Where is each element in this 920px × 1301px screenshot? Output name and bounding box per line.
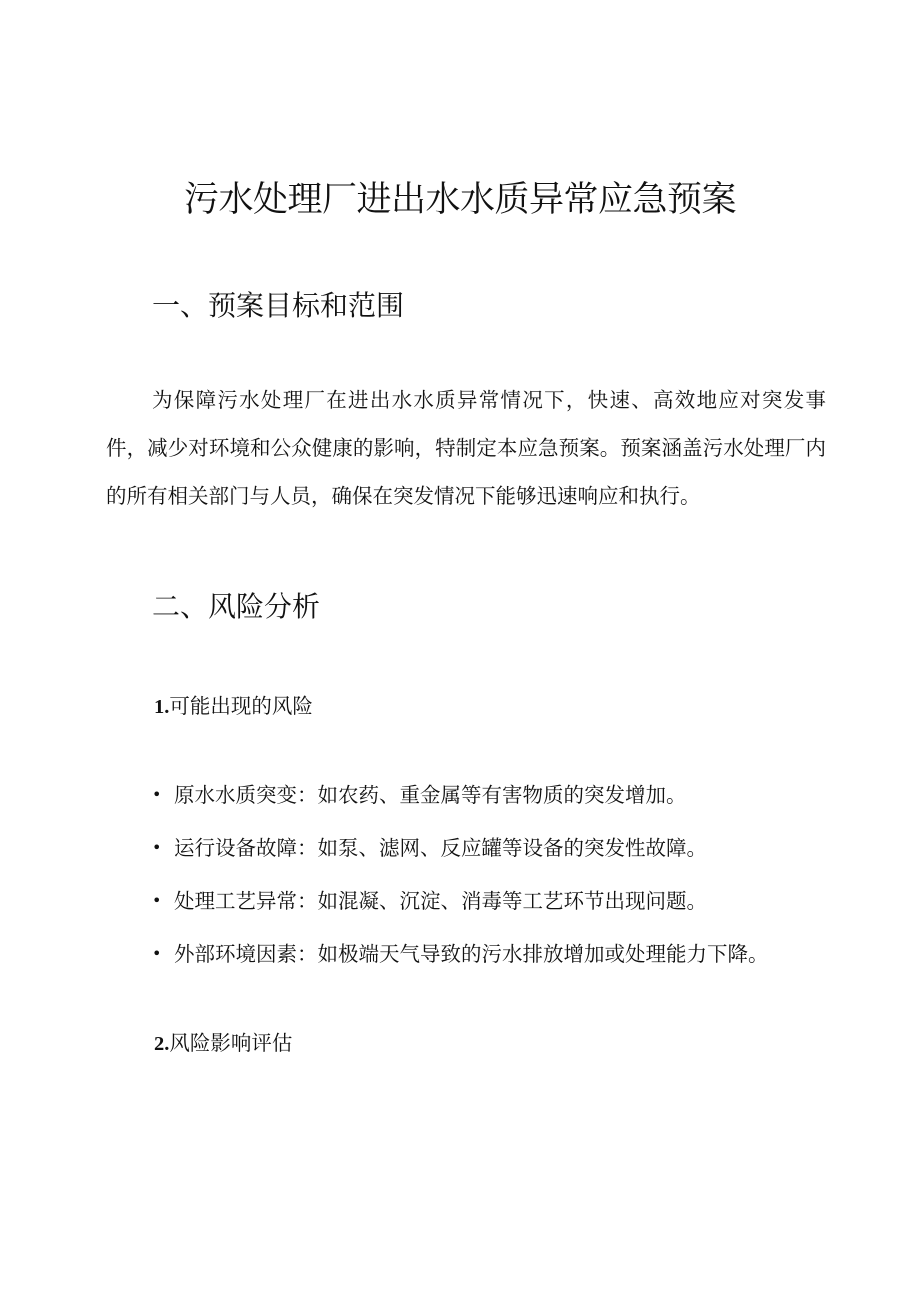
section-heading-goals-scope: 一、预案目标和范围 [152, 289, 405, 322]
risk-list [150, 770, 769, 982]
subsection-label: 风险影响评估 [169, 1031, 293, 1055]
subsection-label: 可能出现的风险 [169, 694, 313, 718]
list-item [150, 929, 769, 982]
bullet-icon: • [152, 838, 162, 857]
list-item-text: 原水水质突变：如农药、重金属等有害物质的突发增加。 [174, 783, 687, 807]
list-item [150, 770, 769, 823]
list-item [150, 876, 769, 929]
list-item-text: 运行设备故障：如泵、滤网、反应罐等设备的突发性故障。 [174, 836, 707, 860]
document-title: 污水处理厂进出水水质异常应急预案 [183, 180, 736, 220]
list-item [150, 823, 769, 876]
bullet-icon: • [152, 944, 162, 963]
subsection-heading-possible-risks [154, 688, 313, 725]
subsection-number: 1. [154, 696, 170, 718]
bullet-icon: • [152, 891, 162, 910]
subsection-heading-risk-impact [154, 1025, 292, 1062]
subsection-number: 2. [154, 1033, 170, 1055]
section-heading-risk-analysis: 二、风险分析 [152, 590, 321, 623]
section-paragraph-goals-scope: 为保障污水处理厂在进出水水质异常情况下，快速、高效地应对突发事件，减少对环境和公众健康的影响，特制定本应急预案。预案涵盖污水处理厂内的所有相关部门与人员，确保在突发情况下能够迅速响应和执行。 [106, 388, 826, 508]
list-item-text: 外部环境因素：如极端天气导致的污水排放增加或处理能力下降。 [174, 942, 769, 966]
bullet-icon: • [152, 785, 162, 804]
list-item-text: 处理工艺异常：如混凝、沉淀、消毒等工艺环节出现问题。 [174, 889, 707, 913]
